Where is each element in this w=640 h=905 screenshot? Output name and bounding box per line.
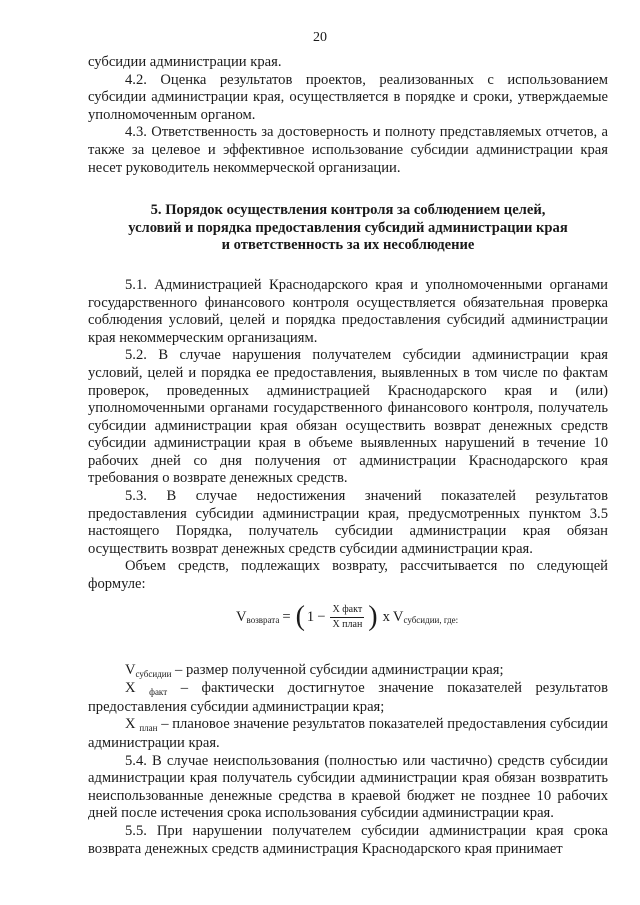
formula-v2-subscript: субсидии, где: xyxy=(403,614,459,625)
legend-xf-symbol: X xyxy=(125,680,150,697)
formula-open-paren: ( xyxy=(295,600,305,632)
formula-one: 1 xyxy=(306,608,315,625)
refund-formula xyxy=(88,596,608,656)
legend-v-text: – размер полученной субсидии администрации края; xyxy=(171,661,504,678)
paragraph-5-3: 5.3. В случае недостижения значений показателей результатов предоставления субсидии администрации края, предусмотренных пунктом 3.5 настоящего Порядка, получатель субсидии администрации края обязан осуществить возврат денежных средств субсидии администрации края. xyxy=(88,488,608,557)
formula-fraction xyxy=(330,604,364,631)
heading-line-3: и ответственность за их несоблюдение xyxy=(221,237,475,254)
legend-v-subscript: субсидии xyxy=(135,668,172,679)
formula-equals: = xyxy=(282,608,291,625)
formula-v2: V xyxy=(392,608,404,625)
page-number: 20 xyxy=(313,30,327,45)
paragraph-continuation: субсидии администрации края. xyxy=(88,54,282,70)
legend-xf-subscript: факт xyxy=(149,687,168,698)
legend-v-subsidy xyxy=(88,662,608,681)
document-body xyxy=(88,54,608,858)
formula-legend xyxy=(88,662,608,753)
paragraph-5-4: 5.4. В случае неиспользования (полностью или частично) средств субсидии администрации края получатель субсидии администрации края обязан возвратить неиспользованные денежные средства в краевой бюджет не позднее 10 рабочих дней после истечения срока использования субсидии администрации края. xyxy=(88,752,608,822)
formula-denominator: X план xyxy=(332,619,363,631)
paragraph-5-1: 5.1. Администрацией Краснодарского края и уполномоченными органами государственного финансового контроля осуществляется обязательная проверка соблюдения условий, целей и порядка предоставления субсидий администрации края некоммерческим организациям. xyxy=(88,276,608,346)
section-5-heading xyxy=(88,202,608,255)
formula-intro: Объем средств, подлежащих возврату, рассчитывается по следующей формуле: xyxy=(88,558,608,593)
legend-x-plan xyxy=(88,716,608,752)
legend-xp-subscript: план xyxy=(139,723,158,734)
heading-line-2: условий и порядка предоставления субсидий администрации края xyxy=(128,219,568,236)
formula-v: V xyxy=(236,608,247,625)
paragraph-4-3: 4.3. Ответственность за достоверность и полноту представляемых отчетов, а также за целевое и эффективное использование субсидии администрации края несет руководитель некоммерческой организации. xyxy=(88,124,608,176)
legend-xp-text: – плановое значение результатов показателей предоставления субсидии администрации края. xyxy=(88,716,608,751)
formula-times: x xyxy=(382,608,390,625)
legend-x-fact xyxy=(88,680,608,716)
formula-close-paren: ) xyxy=(368,600,378,632)
paragraph-5-2: 5.2. В случае нарушения получателем субсидии администрации края условий, целей и порядка ее предоставления, выявленных в том числе по фактам проверок, проведенных администрацией Краснодарского края и (или) уполномоченными органами государственного финансового контроля, получатель субсидии администрации края обязан осуществить возврат денежных средств субсидии администрации края в объеме выявленных нарушений в течение 10 рабочих дней со дня получения от администрации Краснодарского края требования о возврате денежных средств. xyxy=(88,347,608,487)
formula-minus: − xyxy=(317,608,326,625)
formula-v-subscript: возврата xyxy=(246,614,280,625)
legend-v-symbol: V xyxy=(125,661,136,678)
heading-line-1: 5. Порядок осуществления контроля за соблюдением целей, xyxy=(150,202,546,219)
paragraph-4-2: 4.2. Оценка результатов проектов, реализованных с использованием субсидии администрации края, осуществляется в порядке и сроки, утверждаемые уполномоченным органом. xyxy=(88,71,608,123)
formula-numerator: X факт xyxy=(330,604,364,618)
legend-xp-symbol: X xyxy=(125,716,140,733)
paragraph-5-5: 5.5. При нарушении получателем субсидии администрации края срока возврата денежных средств администрация Краснодарского края принимает xyxy=(88,822,608,857)
legend-xf-text: – фактически достигнутое значение показателей результатов предоставления субсидии администрации края; xyxy=(88,680,608,715)
